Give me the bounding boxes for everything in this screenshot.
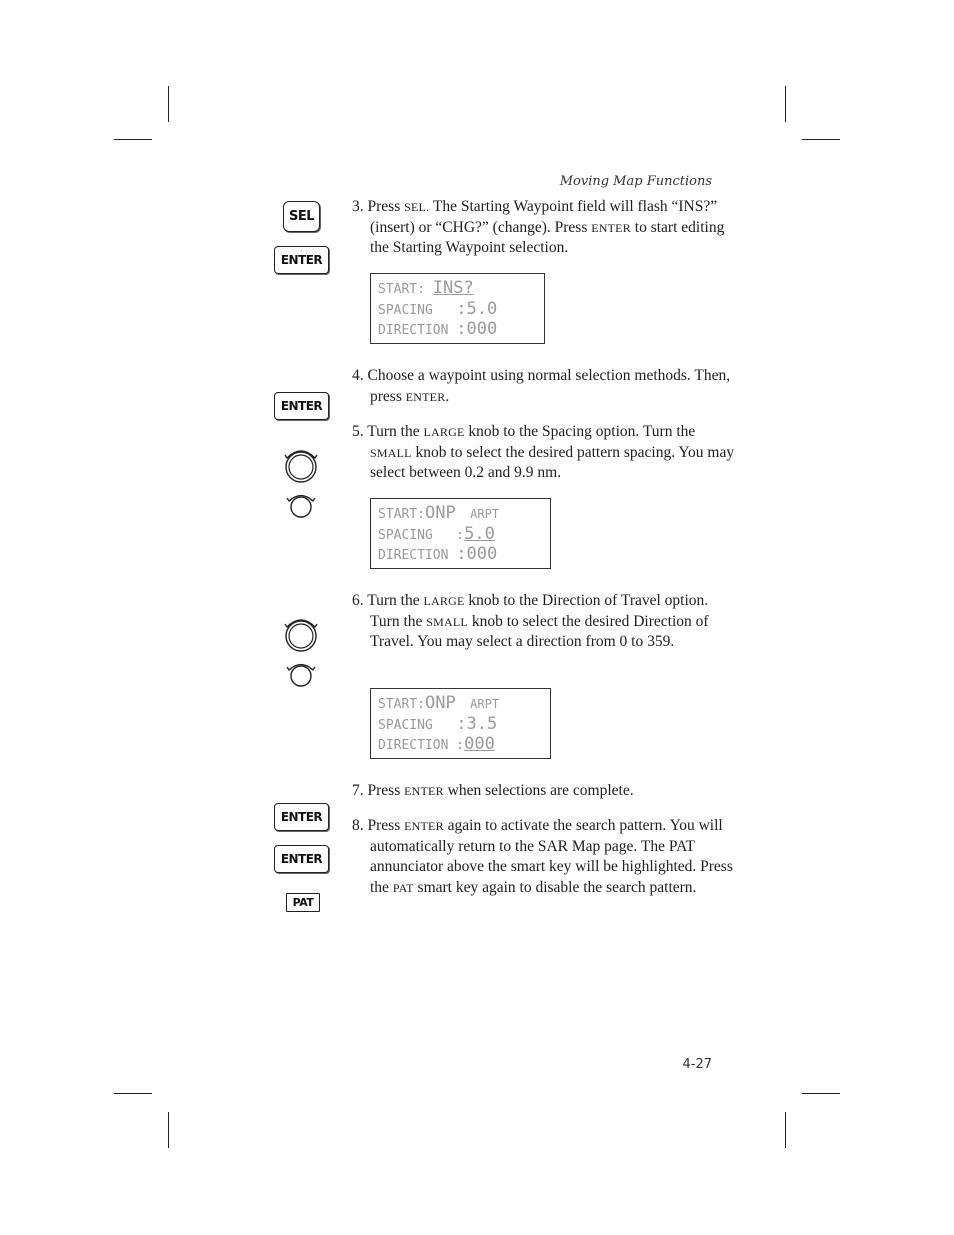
crop-mark [168,1112,169,1148]
section-title: Moving Map Functions [559,174,712,189]
small-knob-icon [284,490,318,520]
crop-mark [785,1112,786,1148]
lcd-display-1: START: INS? SPACING :5.0 DIRECTION :000 [370,273,545,344]
lcd-display-2: START:ONP ARPT SPACING :5.0 DIRECTION :000 [370,498,551,569]
pat-key-icon: PAT [286,893,320,912]
step-7: 7. Press ENTER when selections are complete. [352,782,634,799]
step-3: 3. Press SEL. The Starting Waypoint field will flash “INS?” (insert) or “CHG?” (change). Press ENTER to start editing the Starting Waypoint selection. [352,198,725,256]
large-knob-icon [281,615,321,655]
large-knob-icon [281,446,321,486]
small-knob-icon [284,659,318,689]
page-number: 4-27 [682,1057,712,1072]
step-5: 5. Turn the LARGE knob to the Spacing option. Turn the SMALL knob to select the desired pattern spacing. You may select between 0.2 and 9.9 nm. [352,423,735,481]
enter-key-icon: ENTER [274,803,329,831]
enter-key-icon: ENTER [274,246,329,274]
crop-mark [802,139,840,140]
crop-mark [168,86,169,122]
crop-mark [114,1093,152,1094]
enter-key-icon: ENTER [274,845,329,873]
step-8: 8. Press ENTER again to activate the search pattern. You will automatically return to the SAR Map page. The PAT annunciator above the smart key will be highlighted. Press the PAT smart key again to disable the search pattern. [352,817,733,896]
lcd-display-3: START:ONP ARPT SPACING :3.5 DIRECTION :000 [370,688,551,759]
sel-key-icon: SEL [283,201,320,232]
enter-key-icon: ENTER [274,392,329,420]
step-6: 6. Turn the LARGE knob to the Direction of Travel option. Turn the SMALL knob to select the desired Direction of Travel. You may select a direction from 0 to 359. [352,592,709,650]
crop-mark [114,139,152,140]
crop-mark [785,86,786,122]
crop-mark [802,1093,840,1094]
step-4: 4. Choose a waypoint using normal selection methods. Then, press ENTER. [352,367,731,405]
